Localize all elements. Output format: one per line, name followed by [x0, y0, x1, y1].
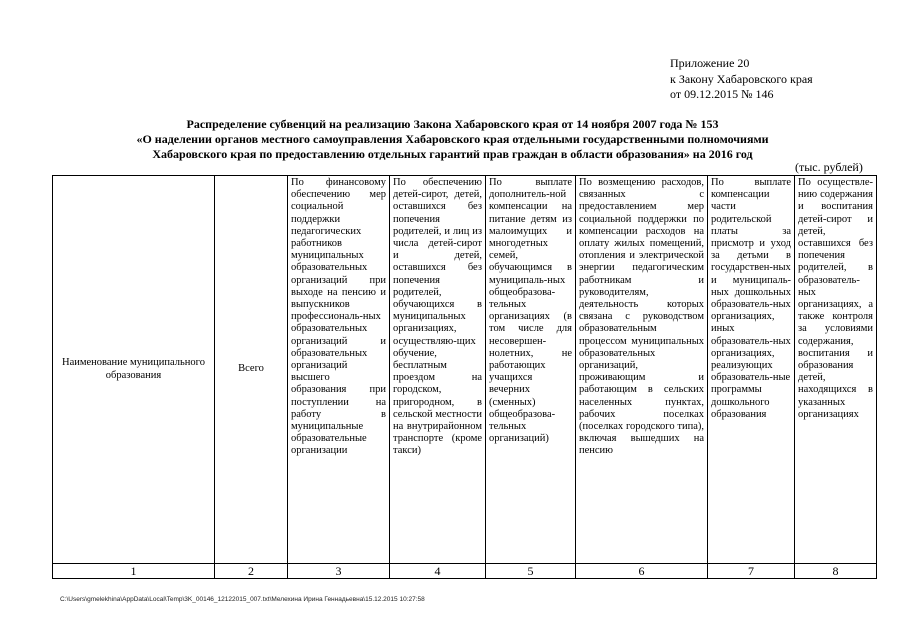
title-line-2: «О наделении органов местного самоуправления Хабаровского края отдельными государственными полномочиями — [136, 132, 769, 146]
title-line-3: Хабаровского края по предоставлению отдельных гарантий прав граждан в области образования» на 2016 год — [152, 147, 753, 161]
document-title — [60, 117, 845, 162]
column-number: 1 — [53, 564, 215, 579]
column-number: 7 — [708, 564, 795, 579]
column-number: 5 — [486, 564, 576, 579]
title-line-1: Распределение субвенций на реализацию Закона Хабаровского края от 14 ноября 2007 года № 153 — [186, 117, 719, 131]
header-total: Всего — [215, 176, 288, 564]
header-col-6: По возмещению расходов, связанных с предоставлением мер социальной поддержки по компенсации расходов на оплату жилых помещений, отопления и электрической энергии педагогическим работникам и руководителям, деятельность которых связана с руководством образовательным процессом муниципальных образовательных организаций, проживающим и работающим в сельских населенных пунктах, рабочих поселках (поселках городского типа), включая вышедших на пенсию — [576, 176, 708, 564]
table-header-row — [53, 176, 877, 564]
appendix-line-2: к Закону Хабаровского края — [670, 71, 813, 86]
appendix-line-1: Приложение 20 — [670, 56, 750, 70]
column-number: 8 — [795, 564, 877, 579]
header-municipality: Наименование муниципального образования — [53, 176, 215, 564]
header-col-8: По осуществле-нию содержания и воспитания детей-сирот и детей, оставшихся без попечения родителей, в образователь-ных организациях, а также контроля за условиями содержания, воспитания и образования детей, находящихся в указанных организациях — [795, 176, 877, 564]
appendix-line-3: от 09.12.2015 № 146 — [670, 87, 774, 101]
appendix-note — [670, 56, 813, 103]
column-number: 4 — [390, 564, 486, 579]
column-number-row — [53, 564, 877, 579]
column-number: 2 — [215, 564, 288, 579]
file-path-footer: C:\Users\gmelekhina\AppData\Local\Temp\3K_00146_12122015_007.txt\Мелехина Ирина Геннадьевна\15.12.2015 10:27:58 — [60, 596, 425, 603]
header-col-7: По выплате компенсации части родительской платы за присмотр и уход за детьми в государствен-ных и муниципаль-ных дошкольных образователь-ных организациях, иных образователь-ных организациях, реализующих образователь-ные программы дошкольного образования — [708, 176, 795, 564]
header-col-4: По обеспечению детей-сирот, детей, оставшихся без попечения родителей, и лиц из числа детей-сирот и детей, оставшихся без попечения родителей, обучающихся в муниципальных организациях, осуществляю-щих обучение, бесплатным проездом на городском, пригородном, в сельской местности на внутрирайонном транспорте (кроме такси) — [390, 176, 486, 564]
header-col-5: По выплате дополнитель-ной компенсации на питание детям из малоимущих и многодетных семей, обучающимся в муниципаль-ных общеобразова-тельных организациях (в том числе для несовершен-нолетних, не работающих учащихся вечерних (сменных) общеобразова-тельных организаций) — [486, 176, 576, 564]
units-label: (тыс. рублей) — [795, 160, 863, 174]
column-number: 3 — [288, 564, 390, 579]
column-number: 6 — [576, 564, 708, 579]
subsidy-table — [52, 175, 877, 579]
header-col-3: По финансовому обеспечению мер социальной поддержки педагогических работников муниципальных образовательных организаций при выходе на пенсию и выпускников профессиональ-ных образовательных организаций и образовательных организаций высшего образования при поступлении на работу в муниципальные образовательные организации — [288, 176, 390, 564]
